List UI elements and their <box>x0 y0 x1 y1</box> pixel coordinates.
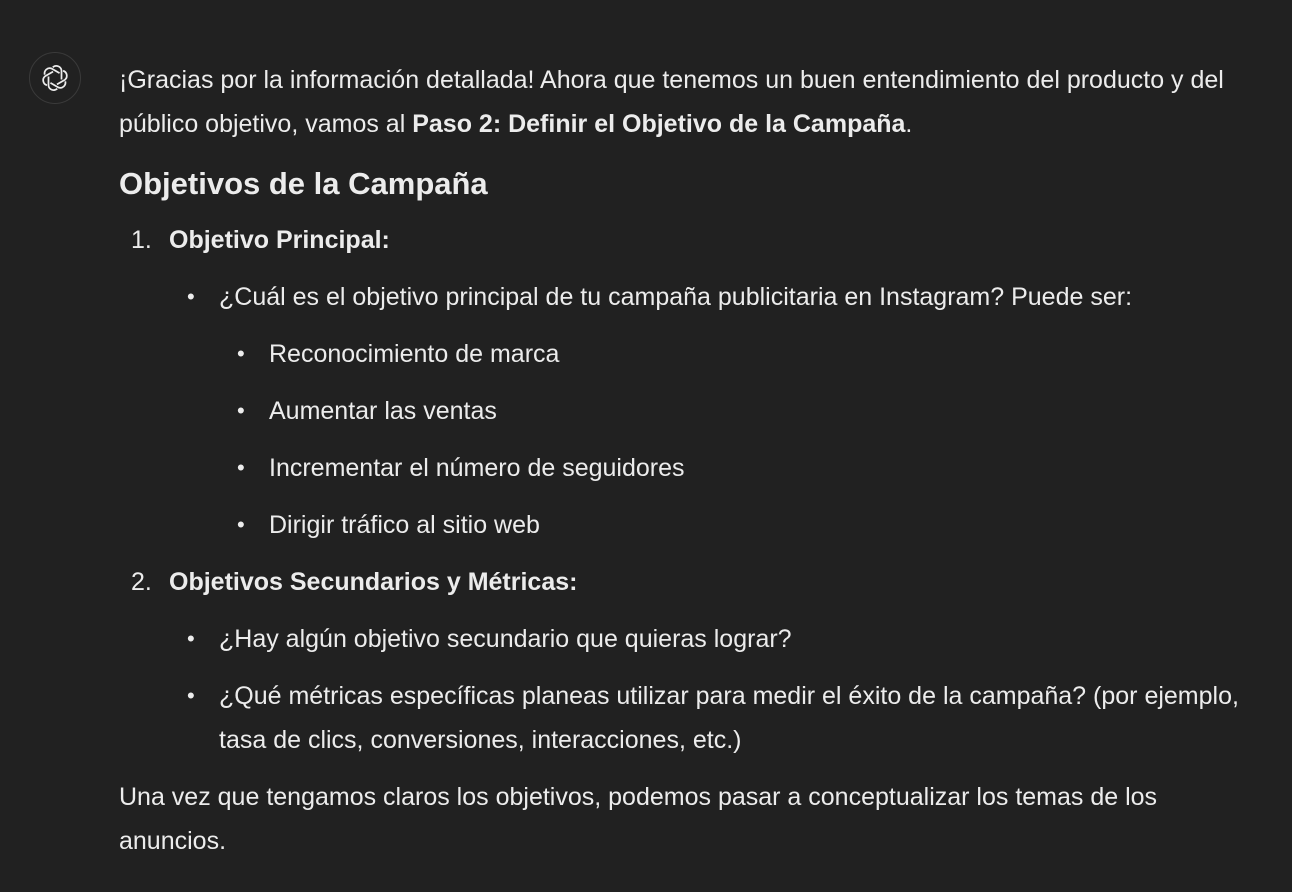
objective-item-primary <box>119 218 1259 547</box>
list-item <box>119 617 1259 661</box>
list-item <box>119 674 1259 762</box>
assistant-avatar <box>29 52 81 104</box>
objective-number: 1. <box>131 226 152 254</box>
intro-end: . <box>905 110 913 138</box>
option-text: Dirigir tráfico al sitio web <box>269 511 540 539</box>
bullet-icon: • <box>237 398 245 423</box>
objective-number: 2. <box>131 568 152 596</box>
intro-text: ¡Gracias por la información detallada! Ahora que tenemos un buen entendimiento del producto y del público objetivo, vamos al <box>119 66 1224 138</box>
objective-title: Objetivos Secundarios y Métricas: <box>169 568 578 596</box>
list-item <box>219 446 1259 490</box>
objective-questions <box>119 275 1259 547</box>
list-item <box>219 503 1259 547</box>
assistant-message <box>119 58 1259 863</box>
openai-logo-icon <box>40 63 70 93</box>
list-item <box>119 275 1259 547</box>
closing-paragraph: Una vez que tengamos claros los objetivos, podemos pasar a conceptualizar los temas de los anuncios. <box>119 783 1158 855</box>
list-item <box>219 332 1259 376</box>
bullet-icon: • <box>237 341 245 366</box>
objective-questions <box>119 617 1259 762</box>
question-text: ¿Hay algún objetivo secundario que quieras lograr? <box>219 625 792 653</box>
bullet-icon: • <box>187 626 195 651</box>
intro-bold-step: Paso 2: Definir el Objetivo de la Campaña <box>412 110 906 138</box>
intro-paragraph <box>119 58 1259 146</box>
section-heading: Objetivos de la Campaña <box>119 166 488 201</box>
list-item <box>219 389 1259 433</box>
question-text: ¿Qué métricas específicas planeas utilizar para medir el éxito de la campaña? (por ejemplo, tasa de clics, conversiones, interacciones, etc.) <box>219 682 1239 754</box>
option-text: Aumentar las ventas <box>269 397 497 425</box>
option-text: Incrementar el número de seguidores <box>269 454 685 482</box>
bullet-icon: • <box>187 284 195 309</box>
objectives-list <box>119 218 1259 762</box>
objective-item-secondary <box>119 560 1259 762</box>
bullet-icon: • <box>237 512 245 537</box>
options-list <box>219 332 1259 547</box>
option-text: Reconocimiento de marca <box>269 340 560 368</box>
objective-title: Objetivo Principal: <box>169 226 390 254</box>
question-text: ¿Cuál es el objetivo principal de tu campaña publicitaria en Instagram? Puede ser: <box>219 283 1133 311</box>
bullet-icon: • <box>237 455 245 480</box>
bullet-icon: • <box>187 683 195 708</box>
